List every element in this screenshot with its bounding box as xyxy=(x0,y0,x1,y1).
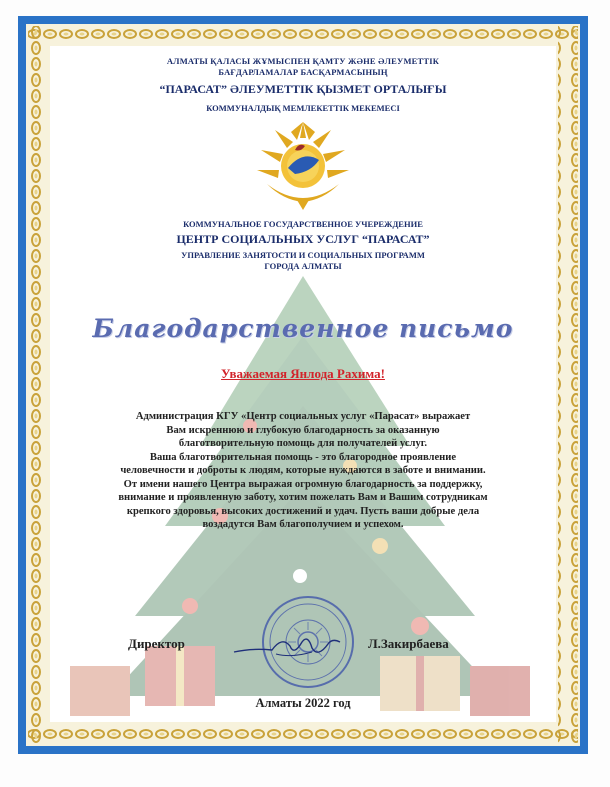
kz-header-line2: БАҒДАРЛАМАЛАР БАСҚАРМАСЫНЫҢ xyxy=(218,67,388,77)
kz-org-type: КОММУНАЛДЫҚ МЕМЛЕКЕТТІК МЕКЕМЕСІ xyxy=(206,103,400,113)
kz-header-line1: АЛМАТЫ ҚАЛАСЫ ЖҰМЫСПЕН ҚАМТУ ЖӘНЕ ӘЛЕУМЕТТІК xyxy=(166,56,440,66)
ru-department xyxy=(50,250,556,272)
body-line: внимание и проявленную заботу, хотим пожелать Вам и Вашим сотрудникам xyxy=(118,492,488,503)
body-line: воздадутся Вам благополучием и успехом. xyxy=(202,519,404,530)
body-line: крепкого здоровья, высоких достижений и удач. Пусть ваши добрые дела xyxy=(126,505,480,517)
parasat-emblem-icon xyxy=(253,120,353,212)
greeting: Уважаемая Янлода Рахима! xyxy=(221,366,385,381)
body-line: благотворительную помощь для получателей услуг. xyxy=(178,438,428,449)
body-line: Ваша благотворительная помощь - это благородное проявление xyxy=(149,451,457,463)
body-line: человечности и доброты к людям, которые нуждаются в заботе и внимании. xyxy=(120,465,486,476)
ru-dept-line2: ГОРОДА АЛМАТЫ xyxy=(264,261,342,271)
ru-org-type: КОММУНАЛЬНОЕ ГОСУДАРСТВЕННОЕ УЧЕРЕЖДЕНИЕ xyxy=(183,219,423,229)
body-line: Администрация КГУ «Центр социальных услуг «Парасат» выражает xyxy=(135,411,471,422)
ru-center-name: ЦЕНТР СОЦИАЛЬНЫХ УСЛУГ “ПАРАСАТ” xyxy=(176,232,430,246)
body-line: Вам искреннюю и глубокую благодарность за оказанную xyxy=(166,424,440,436)
body-line: От имени нашего Центра выражая огромную благодарность за поддержку, xyxy=(123,478,483,490)
letter-body xyxy=(68,410,538,532)
place-and-date: Алматы 2022 год xyxy=(255,696,351,710)
letter-title: Благодарственное письмо xyxy=(92,314,514,343)
kz-header-lines xyxy=(50,56,556,78)
handwritten-signature-icon xyxy=(232,628,342,664)
ru-dept-line1: УПРАВЛЕНИЕ ЗАНЯТОСТИ И СОЦИАЛЬНЫХ ПРОГРАММ xyxy=(181,250,425,260)
signatory-name: Л.Закирбаева xyxy=(368,636,449,651)
kz-center-name: “ПАРАСАТ” ӘЛЕУМЕТТІК ҚЫЗМЕТ ОРТАЛЫҒЫ xyxy=(159,82,447,96)
signatory-position: Директор xyxy=(128,636,185,651)
letter-content-area xyxy=(50,46,556,722)
